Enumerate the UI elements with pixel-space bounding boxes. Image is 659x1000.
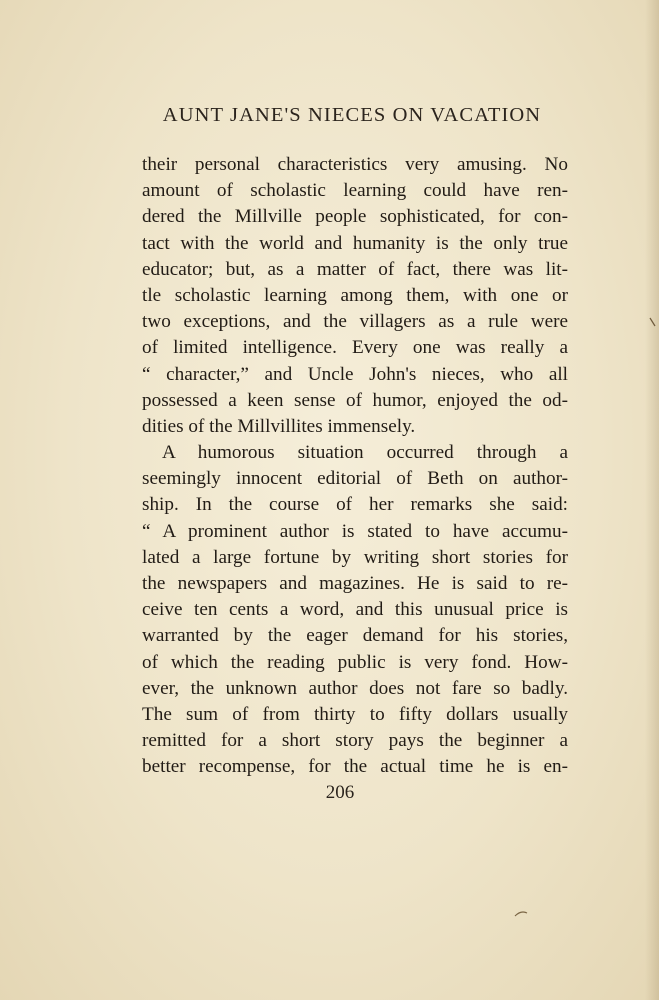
- text-line: dities of the Millvillites immensely.: [142, 415, 416, 437]
- text-line: dered the Millville people sophisticated, for con-: [142, 206, 568, 228]
- text-line: ship. In the course of her remarks she said:: [142, 494, 568, 516]
- text-line: seemingly innocent editorial of Beth on author-: [142, 468, 568, 490]
- text-line: educator; but, as a matter of fact, there was lit-: [142, 258, 568, 280]
- text-line: possessed a keen sense of humor, enjoyed the od-: [142, 389, 568, 411]
- text-line: tle scholastic learning among them, with one or: [142, 284, 568, 306]
- text-line: “ A prominent author is stated to have accumu-: [142, 520, 568, 542]
- text-line: of which the reading public is very fond. How-: [142, 651, 568, 673]
- text-line: The sum of from thirty to fifty dollars usually: [142, 703, 568, 725]
- pencil-mark: [515, 912, 527, 916]
- page-edge-shadow: [645, 0, 659, 1000]
- text-line: the newspapers and magazines. He is said to re-: [142, 573, 568, 594]
- text-line: “ character,” and Uncle John's nieces, who all: [142, 363, 568, 385]
- text-line: remitted for a short story pays the beginner a: [142, 730, 568, 752]
- paragraph-first-line: A humorous situation occurred through a: [162, 442, 568, 464]
- text-line: better recompense, for the actual time he is en-: [142, 756, 568, 778]
- text-line: ceive ten cents a word, and this unusual price is: [142, 599, 568, 621]
- text-line: ever, the unknown author does not fare so badly.: [142, 677, 568, 699]
- body-text: [142, 152, 568, 781]
- text-line: their personal characteristics very amusing. No: [142, 154, 568, 175]
- text-line: tact with the world and humanity is the only true: [142, 232, 568, 254]
- text-line: amount of scholastic learning could have ren-: [142, 180, 568, 202]
- running-head: AUNT JANE'S NIECES ON VACATION: [162, 104, 542, 126]
- page-number: 206: [325, 782, 355, 803]
- text-line: of limited intelligence. Every one was really a: [142, 337, 568, 359]
- text-line: two exceptions, and the villagers as a rule were: [142, 311, 568, 333]
- text-line: warranted by the eager demand for his stories,: [142, 625, 568, 647]
- text-line: lated a large fortune by writing short stories for: [142, 546, 568, 568]
